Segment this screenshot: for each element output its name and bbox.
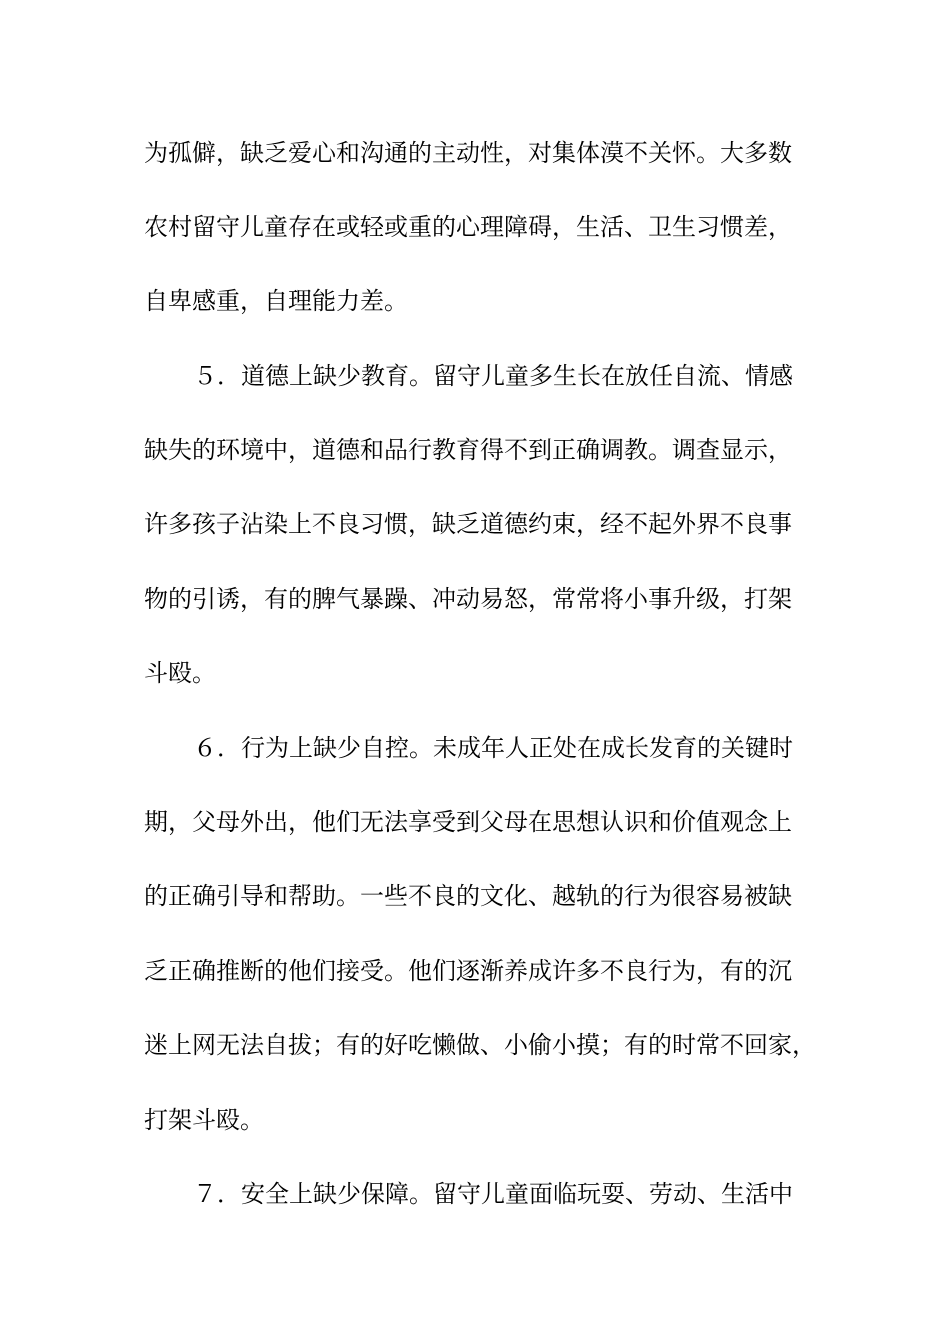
text-line: 许多孩子沾染上不良习惯，缺乏道德约束，经不起外界不良事 [144, 510, 792, 538]
paragraph-6-heading: ６．行为上缺少自控。未成年人正处在成长发育的关键时 [193, 734, 793, 762]
text-line: 乏正确推断的他们接受。他们逐渐养成许多不良行为，有的沉 [144, 957, 792, 985]
text-line: 农村留守儿童存在或轻或重的心理障碍，生活、卫生习惯差， [144, 213, 792, 241]
text-line: 为孤僻，缺乏爱心和沟通的主动性，对集体漠不关怀。大多数 [144, 139, 792, 167]
text-line: 斗殴。 [144, 659, 216, 687]
text-line: 打架斗殴。 [144, 1106, 264, 1134]
text-line: 自卑感重，自理能力差。 [144, 287, 408, 315]
paragraph-7-heading: ７．安全上缺少保障。留守儿童面临玩耍、劳动、生活中 [193, 1180, 793, 1208]
text-line: 迷上网无法自拔；有的好吃懒做、小偷小摸；有的时常不回家， [144, 1031, 816, 1059]
paragraph-5-heading: ５．道德上缺少教育。留守儿童多生长在放任自流、情感 [193, 362, 793, 390]
text-line: 的正确引导和帮助。一些不良的文化、越轨的行为很容易被缺 [144, 882, 792, 910]
text-line: 物的引诱，有的脾气暴躁、冲动易怒，常常将小事升级，打架 [144, 585, 792, 613]
text-line: 期，父母外出，他们无法享受到父母在思想认识和价值观念上 [144, 808, 792, 836]
text-line: 缺失的环境中，道德和品行教育得不到正确调教。调查显示， [144, 436, 792, 464]
